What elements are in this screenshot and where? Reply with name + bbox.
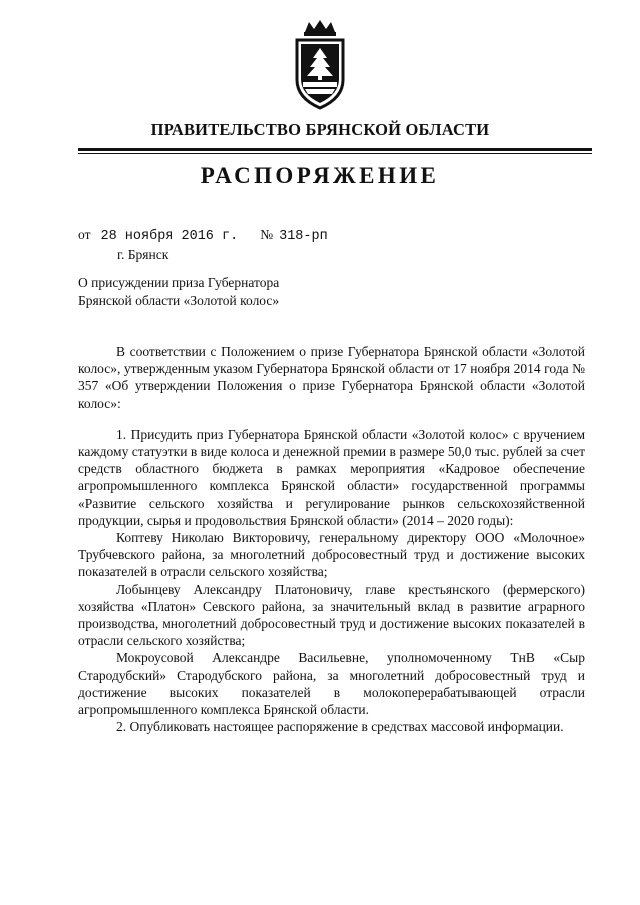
bryansk-coat-of-arms-icon <box>291 18 349 110</box>
header-rule-thick <box>78 148 592 151</box>
city: г. Брянск <box>117 247 169 262</box>
number-prefix: № <box>260 227 274 242</box>
date-value: 28 ноября 2016 г. <box>100 229 239 244</box>
item-1-paragraph: 1. Присудить приз Губернатора Брянской области «Золотой колос» с вручением каждому статуэтки в виде колоса и денежной премии в размере 50,0 тыс. рублей за счет средств областного бюджета в рамках мероприятия «Кадровое обеспечение агропромышленного комплекса Брянской области» государственной программы «Развитие сельского хозяйства и регулирование рынков сельскохозяйственной продукции, сырья и продовольствия Брянской области» (2014 – 2020 годы): <box>78 426 585 528</box>
item-2-paragraph: 2. Опубликовать настоящее распоряжение в средствах массовой информации. <box>116 719 564 735</box>
header-rule-thin <box>78 153 592 154</box>
number-value: 318-рп <box>279 229 328 244</box>
awardee-3-paragraph: Мокроусовой Александре Васильевне, уполномоченному ТнВ «Сыр Стародубский» Стародубского района, за многолетний добросовестный труд и достижение высоких показателей в молокоперерабатывающей отрасли агропромышленного комплекса Брянской области. <box>78 650 585 718</box>
document-subject <box>78 274 279 310</box>
preamble-paragraph: В соответствии с Положением о призе Губернатора Брянской области «Золотой колос», утвержденным указом Губернатора Брянской области от 17 ноября 2014 года № 357 «Об утверждении Положения о призе Губернатора Брянской области «Золотой колос»: <box>78 344 585 411</box>
government-name: ПРАВИТЕЛЬСТВО БРЯНСКОЙ ОБЛАСТИ <box>150 120 490 139</box>
date-number-row <box>78 227 328 244</box>
awardee-1-paragraph: Коптеву Николаю Викторовичу, генеральному директору ООО «Молочное» Трубчевского района, за многолетний добросовестный труд и достижение высоких показателей в отрасли сельского хозяйства; <box>78 530 585 580</box>
document-body <box>78 343 585 735</box>
subject-line: Брянской области «Золотой колос» <box>78 293 280 308</box>
date-prefix: от <box>78 227 91 242</box>
awardee-2-paragraph: Лобынцеву Александру Платоновичу, главе крестьянского (фермерского) хозяйства «Платон» Севского района, за значительный вклад в развитие аграрного производства, многолетний добросовестный труд и достижение высоких показателей в отрасли сельского хозяйства; <box>78 581 585 649</box>
document-type-title: РАСПОРЯЖЕНИЕ <box>200 163 440 188</box>
subject-line: О присуждении приза Губернатора <box>78 275 280 290</box>
